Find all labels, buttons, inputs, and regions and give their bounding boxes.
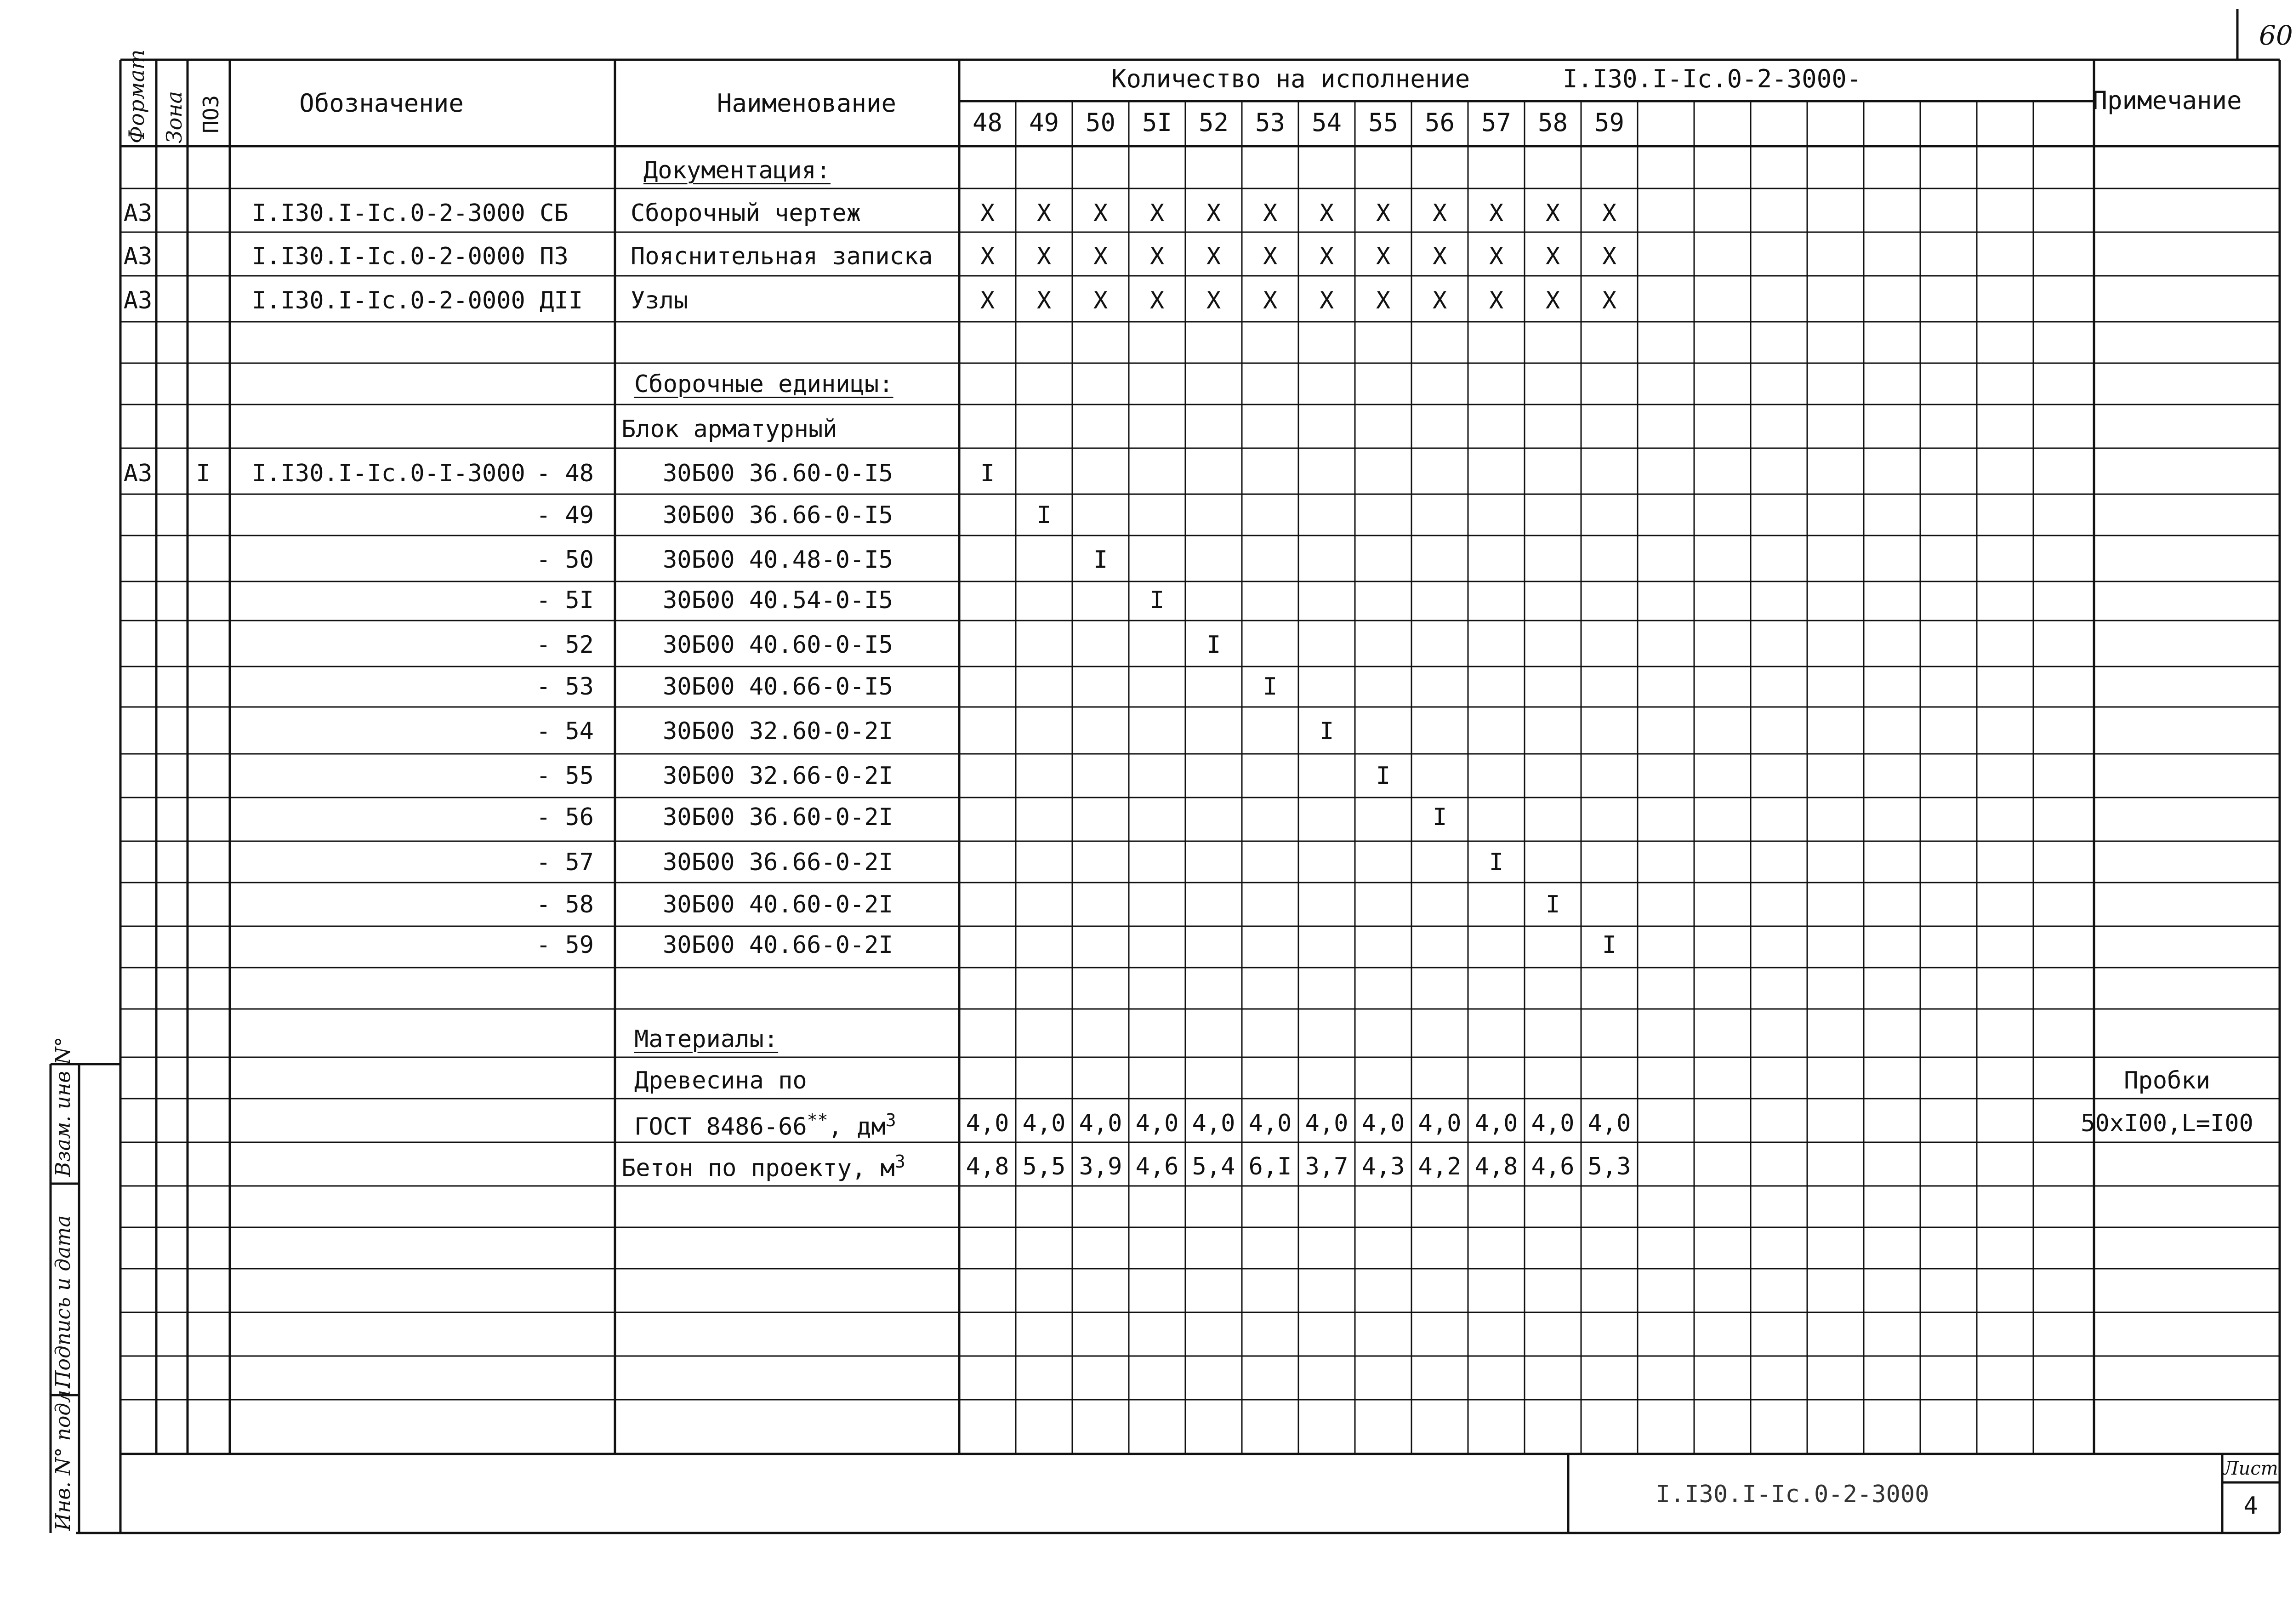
wood-value: 4,0 bbox=[1474, 1110, 1518, 1137]
sidebar-inv-original: Инв. N° подл. bbox=[51, 1383, 75, 1531]
doc-mark: X bbox=[1206, 287, 1221, 314]
assembly-qty: I bbox=[1489, 849, 1504, 876]
wood-label-line1: Древесина по bbox=[634, 1067, 807, 1094]
doc-mark: X bbox=[1545, 287, 1560, 314]
assembly-name: 30Б00 36.66-0-2I bbox=[663, 849, 893, 876]
doc-designation: I.I30.I-Ic.0-2-0000 ПЗ bbox=[252, 243, 569, 270]
concrete-value: 4,3 bbox=[1361, 1153, 1405, 1180]
footer-doc-code: I.I30.I-Ic.0-2-3000 bbox=[1656, 1481, 1929, 1508]
assembly-name: 30Б00 32.60-0-2I bbox=[663, 718, 893, 745]
assembly-qty: I bbox=[1036, 501, 1052, 529]
concrete-value: 3,9 bbox=[1079, 1153, 1122, 1180]
assembly-qty: I bbox=[980, 460, 995, 487]
assembly-qty: I bbox=[1149, 587, 1165, 614]
header-qty-title: Количество на исполнение bbox=[1111, 64, 1470, 93]
block-base-designation: I.I30.I-Ic.0-I-3000 bbox=[252, 460, 525, 487]
assembly-suffix: - 57 bbox=[536, 849, 594, 876]
doc-mark: X bbox=[1263, 199, 1278, 227]
doc-mark: X bbox=[1093, 287, 1108, 314]
variant-header: 49 bbox=[1029, 108, 1059, 137]
wood-value: 4,0 bbox=[1192, 1110, 1235, 1137]
assembly-qty: I bbox=[1093, 546, 1108, 574]
doc-mark: X bbox=[1149, 287, 1165, 314]
section-materials: Материалы: bbox=[634, 1026, 779, 1053]
doc-mark: X bbox=[1376, 287, 1391, 314]
wood-unit-exponent: 3 bbox=[885, 1110, 896, 1130]
footer-sheet-label: Лист bbox=[2223, 1458, 2278, 1479]
doc-mark: X bbox=[1602, 199, 1617, 227]
doc-mark: X bbox=[1489, 243, 1504, 270]
doc-mark: X bbox=[1376, 243, 1391, 270]
block-title: Блок арматурный bbox=[621, 416, 837, 443]
page-number: 60 bbox=[2259, 20, 2293, 51]
doc-mark: X bbox=[1489, 287, 1504, 314]
assembly-suffix: - 50 bbox=[536, 546, 594, 574]
concrete-value: 4,2 bbox=[1418, 1153, 1462, 1180]
concrete-value: 5,3 bbox=[1587, 1153, 1631, 1180]
concrete-value: 4,8 bbox=[966, 1153, 1009, 1180]
doc-mark: X bbox=[1319, 243, 1334, 270]
doc-mark: X bbox=[1093, 199, 1108, 227]
assembly-name: 30Б00 36.60-0-2I bbox=[663, 803, 893, 831]
wood-label-line2 bbox=[634, 1111, 896, 1139]
header-zone: Зона bbox=[162, 91, 187, 143]
doc-mark: X bbox=[1432, 287, 1447, 314]
concrete-text: Бетон по проекту, м bbox=[621, 1154, 895, 1182]
doc-designation: I.I30.I-Ic.0-2-0000 ДII bbox=[252, 287, 583, 314]
concrete-value: 5,5 bbox=[1022, 1153, 1066, 1180]
assembly-name: 30Б00 40.54-0-I5 bbox=[663, 587, 893, 614]
variant-header: 57 bbox=[1481, 108, 1512, 137]
doc-mark: X bbox=[1432, 243, 1447, 270]
doc-mark: X bbox=[1376, 199, 1391, 227]
concrete-value: 4,6 bbox=[1135, 1153, 1179, 1180]
assembly-name: 30Б00 40.66-0-I5 bbox=[663, 673, 893, 701]
assembly-name: 30Б00 32.66-0-2I bbox=[663, 762, 893, 790]
doc-mark: X bbox=[1206, 243, 1221, 270]
assembly-qty: I bbox=[1602, 931, 1617, 959]
wood-value: 4,0 bbox=[1418, 1110, 1462, 1137]
assembly-qty: I bbox=[1376, 762, 1391, 790]
doc-designation: I.I30.I-Ic.0-2-3000 СБ bbox=[252, 199, 569, 227]
header-format: Формат bbox=[124, 49, 149, 143]
assembly-name: 30Б00 36.60-0-I5 bbox=[663, 460, 893, 487]
doc-mark: X bbox=[1545, 243, 1560, 270]
wood-note-line2: 50xI00,L=I00 bbox=[2081, 1110, 2253, 1137]
header-name: Наименование bbox=[717, 89, 897, 118]
doc-mark: X bbox=[1036, 199, 1052, 227]
variant-header: 59 bbox=[1594, 108, 1625, 137]
doc-mark: X bbox=[1149, 199, 1165, 227]
wood-value: 4,0 bbox=[1079, 1110, 1122, 1137]
variant-header: 48 bbox=[972, 108, 1003, 137]
assembly-suffix: - 48 bbox=[536, 460, 594, 487]
doc-name: Сборочный чертеж bbox=[631, 199, 861, 227]
variant-header: 54 bbox=[1311, 108, 1342, 137]
wood-value: 4,0 bbox=[1531, 1110, 1575, 1137]
doc-mark: X bbox=[980, 199, 995, 227]
doc-format: А3 bbox=[123, 287, 153, 314]
sidebar-sign-date: Подпись и дата bbox=[51, 1215, 75, 1388]
assembly-qty: I bbox=[1319, 718, 1334, 745]
doc-mark: X bbox=[1263, 243, 1278, 270]
wood-value: 4,0 bbox=[1587, 1110, 1631, 1137]
assembly-name: 30Б00 40.60-0-2I bbox=[663, 891, 893, 918]
doc-name: Пояснительная записка bbox=[631, 243, 933, 270]
section-assembly-units: Сборочные единицы: bbox=[634, 370, 893, 398]
assembly-qty: I bbox=[1263, 673, 1278, 701]
variant-header: 50 bbox=[1085, 108, 1116, 137]
doc-mark: X bbox=[1149, 243, 1165, 270]
doc-mark: X bbox=[1602, 243, 1617, 270]
doc-mark: X bbox=[1432, 199, 1447, 227]
doc-mark: X bbox=[1545, 199, 1560, 227]
doc-format: А3 bbox=[123, 243, 153, 270]
wood-value: 4,0 bbox=[966, 1110, 1009, 1137]
doc-mark: X bbox=[1602, 287, 1617, 314]
doc-mark: X bbox=[1319, 287, 1334, 314]
header-note: Примечание bbox=[2092, 86, 2242, 115]
variant-header: 5I bbox=[1142, 108, 1172, 137]
wood-value: 4,0 bbox=[1248, 1110, 1292, 1137]
section-documentation: Документация: bbox=[643, 157, 831, 184]
wood-gost: ГОСТ 8486-66 bbox=[634, 1113, 807, 1141]
assembly-suffix: - 58 bbox=[536, 891, 594, 918]
doc-mark: X bbox=[980, 287, 995, 314]
assembly-suffix: - 59 bbox=[536, 931, 594, 959]
wood-value: 4,0 bbox=[1305, 1110, 1348, 1137]
concrete-value: 5,4 bbox=[1192, 1153, 1235, 1180]
concrete-label bbox=[621, 1153, 905, 1180]
assembly-suffix: - 56 bbox=[536, 803, 594, 831]
concrete-unit-exponent: 3 bbox=[894, 1151, 905, 1172]
doc-mark: X bbox=[1206, 199, 1221, 227]
concrete-value: 6,I bbox=[1248, 1153, 1292, 1180]
doc-mark: X bbox=[1093, 243, 1108, 270]
variant-header: 53 bbox=[1255, 108, 1286, 137]
header-qty-code: I.I30.I-Ic.0-2-3000- bbox=[1563, 64, 1862, 93]
footer-sheet-number: 4 bbox=[2243, 1492, 2258, 1520]
doc-mark: X bbox=[1489, 199, 1504, 227]
assembly-suffix: - 53 bbox=[536, 673, 594, 701]
header-pos: ПОЗ bbox=[199, 95, 223, 133]
assembly-name: 30Б00 36.66-0-I5 bbox=[663, 501, 893, 529]
variant-header: 58 bbox=[1537, 108, 1568, 137]
block-format: А3 bbox=[123, 460, 153, 487]
wood-stars: ** bbox=[807, 1110, 828, 1130]
assembly-suffix: - 54 bbox=[536, 718, 594, 745]
assembly-name: 30Б00 40.48-0-I5 bbox=[663, 546, 893, 574]
assembly-name: 30Б00 40.60-0-I5 bbox=[663, 631, 893, 659]
wood-value: 4,0 bbox=[1361, 1110, 1405, 1137]
assembly-qty: I bbox=[1432, 803, 1447, 831]
concrete-value: 3,7 bbox=[1305, 1153, 1348, 1180]
wood-value: 4,0 bbox=[1135, 1110, 1179, 1137]
doc-mark: X bbox=[1319, 199, 1334, 227]
variant-header: 52 bbox=[1198, 108, 1229, 137]
variant-header: 56 bbox=[1424, 108, 1455, 137]
concrete-value: 4,6 bbox=[1531, 1153, 1575, 1180]
concrete-value: 4,8 bbox=[1474, 1153, 1518, 1180]
assembly-qty: I bbox=[1545, 891, 1560, 918]
assembly-suffix: - 52 bbox=[536, 631, 594, 659]
wood-value: 4,0 bbox=[1022, 1110, 1066, 1137]
wood-note-line1: Пробки bbox=[2124, 1067, 2210, 1094]
doc-mark: X bbox=[1263, 287, 1278, 314]
assembly-name: 30Б00 40.66-0-2I bbox=[663, 931, 893, 959]
assembly-suffix: - 55 bbox=[536, 762, 594, 790]
variant-header: 55 bbox=[1368, 108, 1399, 137]
doc-mark: X bbox=[1036, 287, 1052, 314]
assembly-suffix: - 49 bbox=[536, 501, 594, 529]
header-designation: Обозначение bbox=[299, 89, 464, 118]
doc-name: Узлы bbox=[631, 287, 688, 314]
block-pos: I bbox=[196, 460, 211, 487]
doc-mark: X bbox=[980, 243, 995, 270]
doc-mark: X bbox=[1036, 243, 1052, 270]
assembly-qty: I bbox=[1206, 631, 1221, 659]
doc-format: А3 bbox=[123, 199, 153, 227]
wood-unit: , дм bbox=[828, 1113, 886, 1141]
sidebar-inv-replace: Взам. инв N° bbox=[51, 1037, 75, 1177]
assembly-suffix: - 5I bbox=[536, 587, 594, 614]
